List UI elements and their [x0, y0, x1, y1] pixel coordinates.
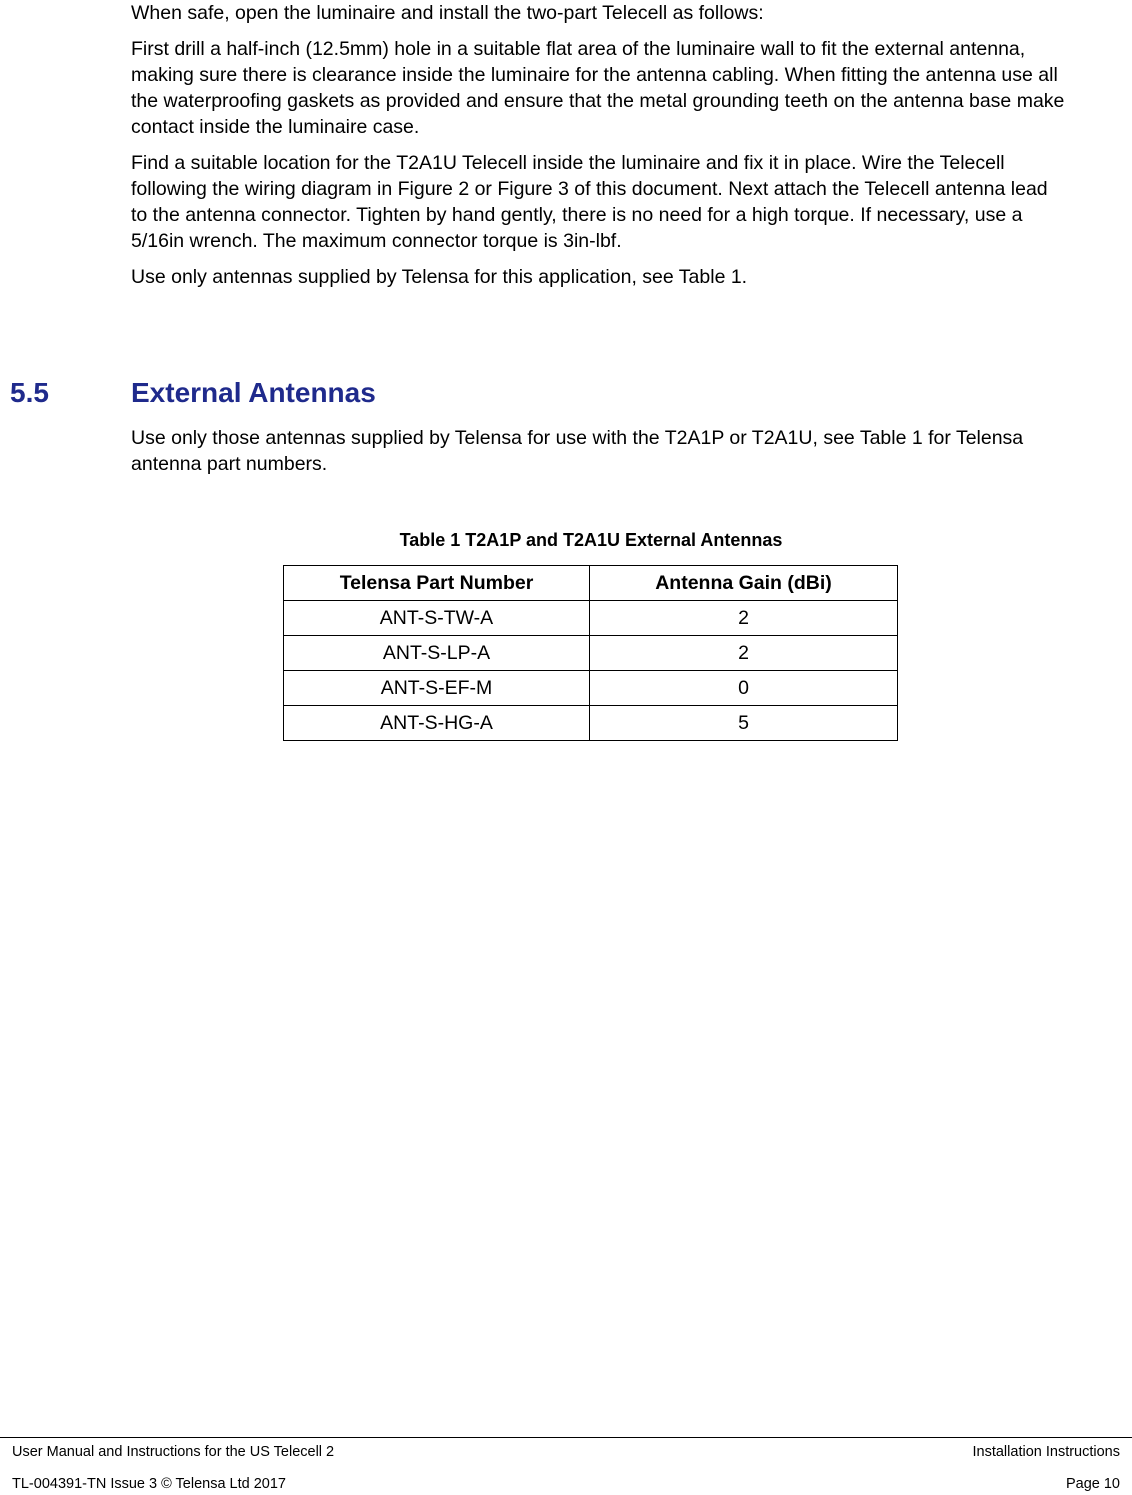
- cell-gain: 2: [590, 636, 898, 671]
- footer-document-title: User Manual and Instructions for the US Telecell 2: [12, 1444, 335, 1460]
- body-text: [131, 0, 1066, 300]
- section-paragraph: Use only those antennas supplied by Telensa for use with the T2A1P or T2A1U, see Table 1 for Telensa antenna part numbers.: [131, 427, 1024, 475]
- paragraph-antennas-note: Use only antennas supplied by Telensa for this application, see Table 1.: [131, 266, 748, 288]
- table-caption: Table 1 T2A1P and T2A1U External Antennas: [399, 530, 783, 550]
- cell-part-number: ANT-S-HG-A: [284, 706, 590, 741]
- table-header-row: [284, 566, 898, 601]
- table-row: [284, 636, 898, 671]
- table-row: [284, 706, 898, 741]
- footer-document-id: TL-004391-TN Issue 3 © Telensa Ltd 2017: [12, 1476, 286, 1492]
- paragraph-location: Find a suitable location for the T2A1U Telecell inside the luminaire and fix it in place. Wire the Telecell following the wiring diagram in Figure 2 or Figure 3 of this document. Next attach the Telecell antenna lead to the antenna connector. Tighten by hand gently, there is no need for a high torque. If necessary, use a 5/16in wrench. The maximum connector torque is 3in-lbf.: [131, 152, 1048, 252]
- footer-page-number: Page 10: [1065, 1476, 1120, 1492]
- header-antenna-gain: Antenna Gain (dBi): [590, 566, 898, 601]
- table-row: [284, 671, 898, 706]
- header-part-number: Telensa Part Number: [284, 566, 590, 601]
- antenna-table: [283, 565, 898, 741]
- cell-gain: 0: [590, 671, 898, 706]
- section-body: [131, 425, 1066, 487]
- cell-gain: 2: [590, 601, 898, 636]
- cell-part-number: ANT-S-EF-M: [284, 671, 590, 706]
- footer-bottom-row: [12, 1476, 1120, 1492]
- footer-section-name: Installation Instructions: [972, 1444, 1120, 1460]
- cell-part-number: ANT-S-LP-A: [284, 636, 590, 671]
- footer-divider: [0, 1437, 1132, 1438]
- section-number: 5.5: [10, 377, 49, 408]
- section-title: External Antennas: [131, 377, 376, 408]
- paragraph-drill: First drill a half-inch (12.5mm) hole in a suitable flat area of the luminaire wall to fit the external antenna, making sure there is clearance inside the luminaire for the antenna cabling. When fitting the antenna use all the waterproofing gaskets as provided and ensure that the metal grounding teeth on the antenna base make contact inside the luminaire case.: [131, 38, 1065, 138]
- cell-part-number: ANT-S-TW-A: [284, 601, 590, 636]
- section-heading: [10, 377, 1060, 409]
- table-row: [284, 601, 898, 636]
- paragraph-intro: When safe, open the luminaire and install the two-part Telecell as follows:: [131, 2, 764, 24]
- cell-gain: 5: [590, 706, 898, 741]
- footer-top-row: [12, 1444, 1120, 1460]
